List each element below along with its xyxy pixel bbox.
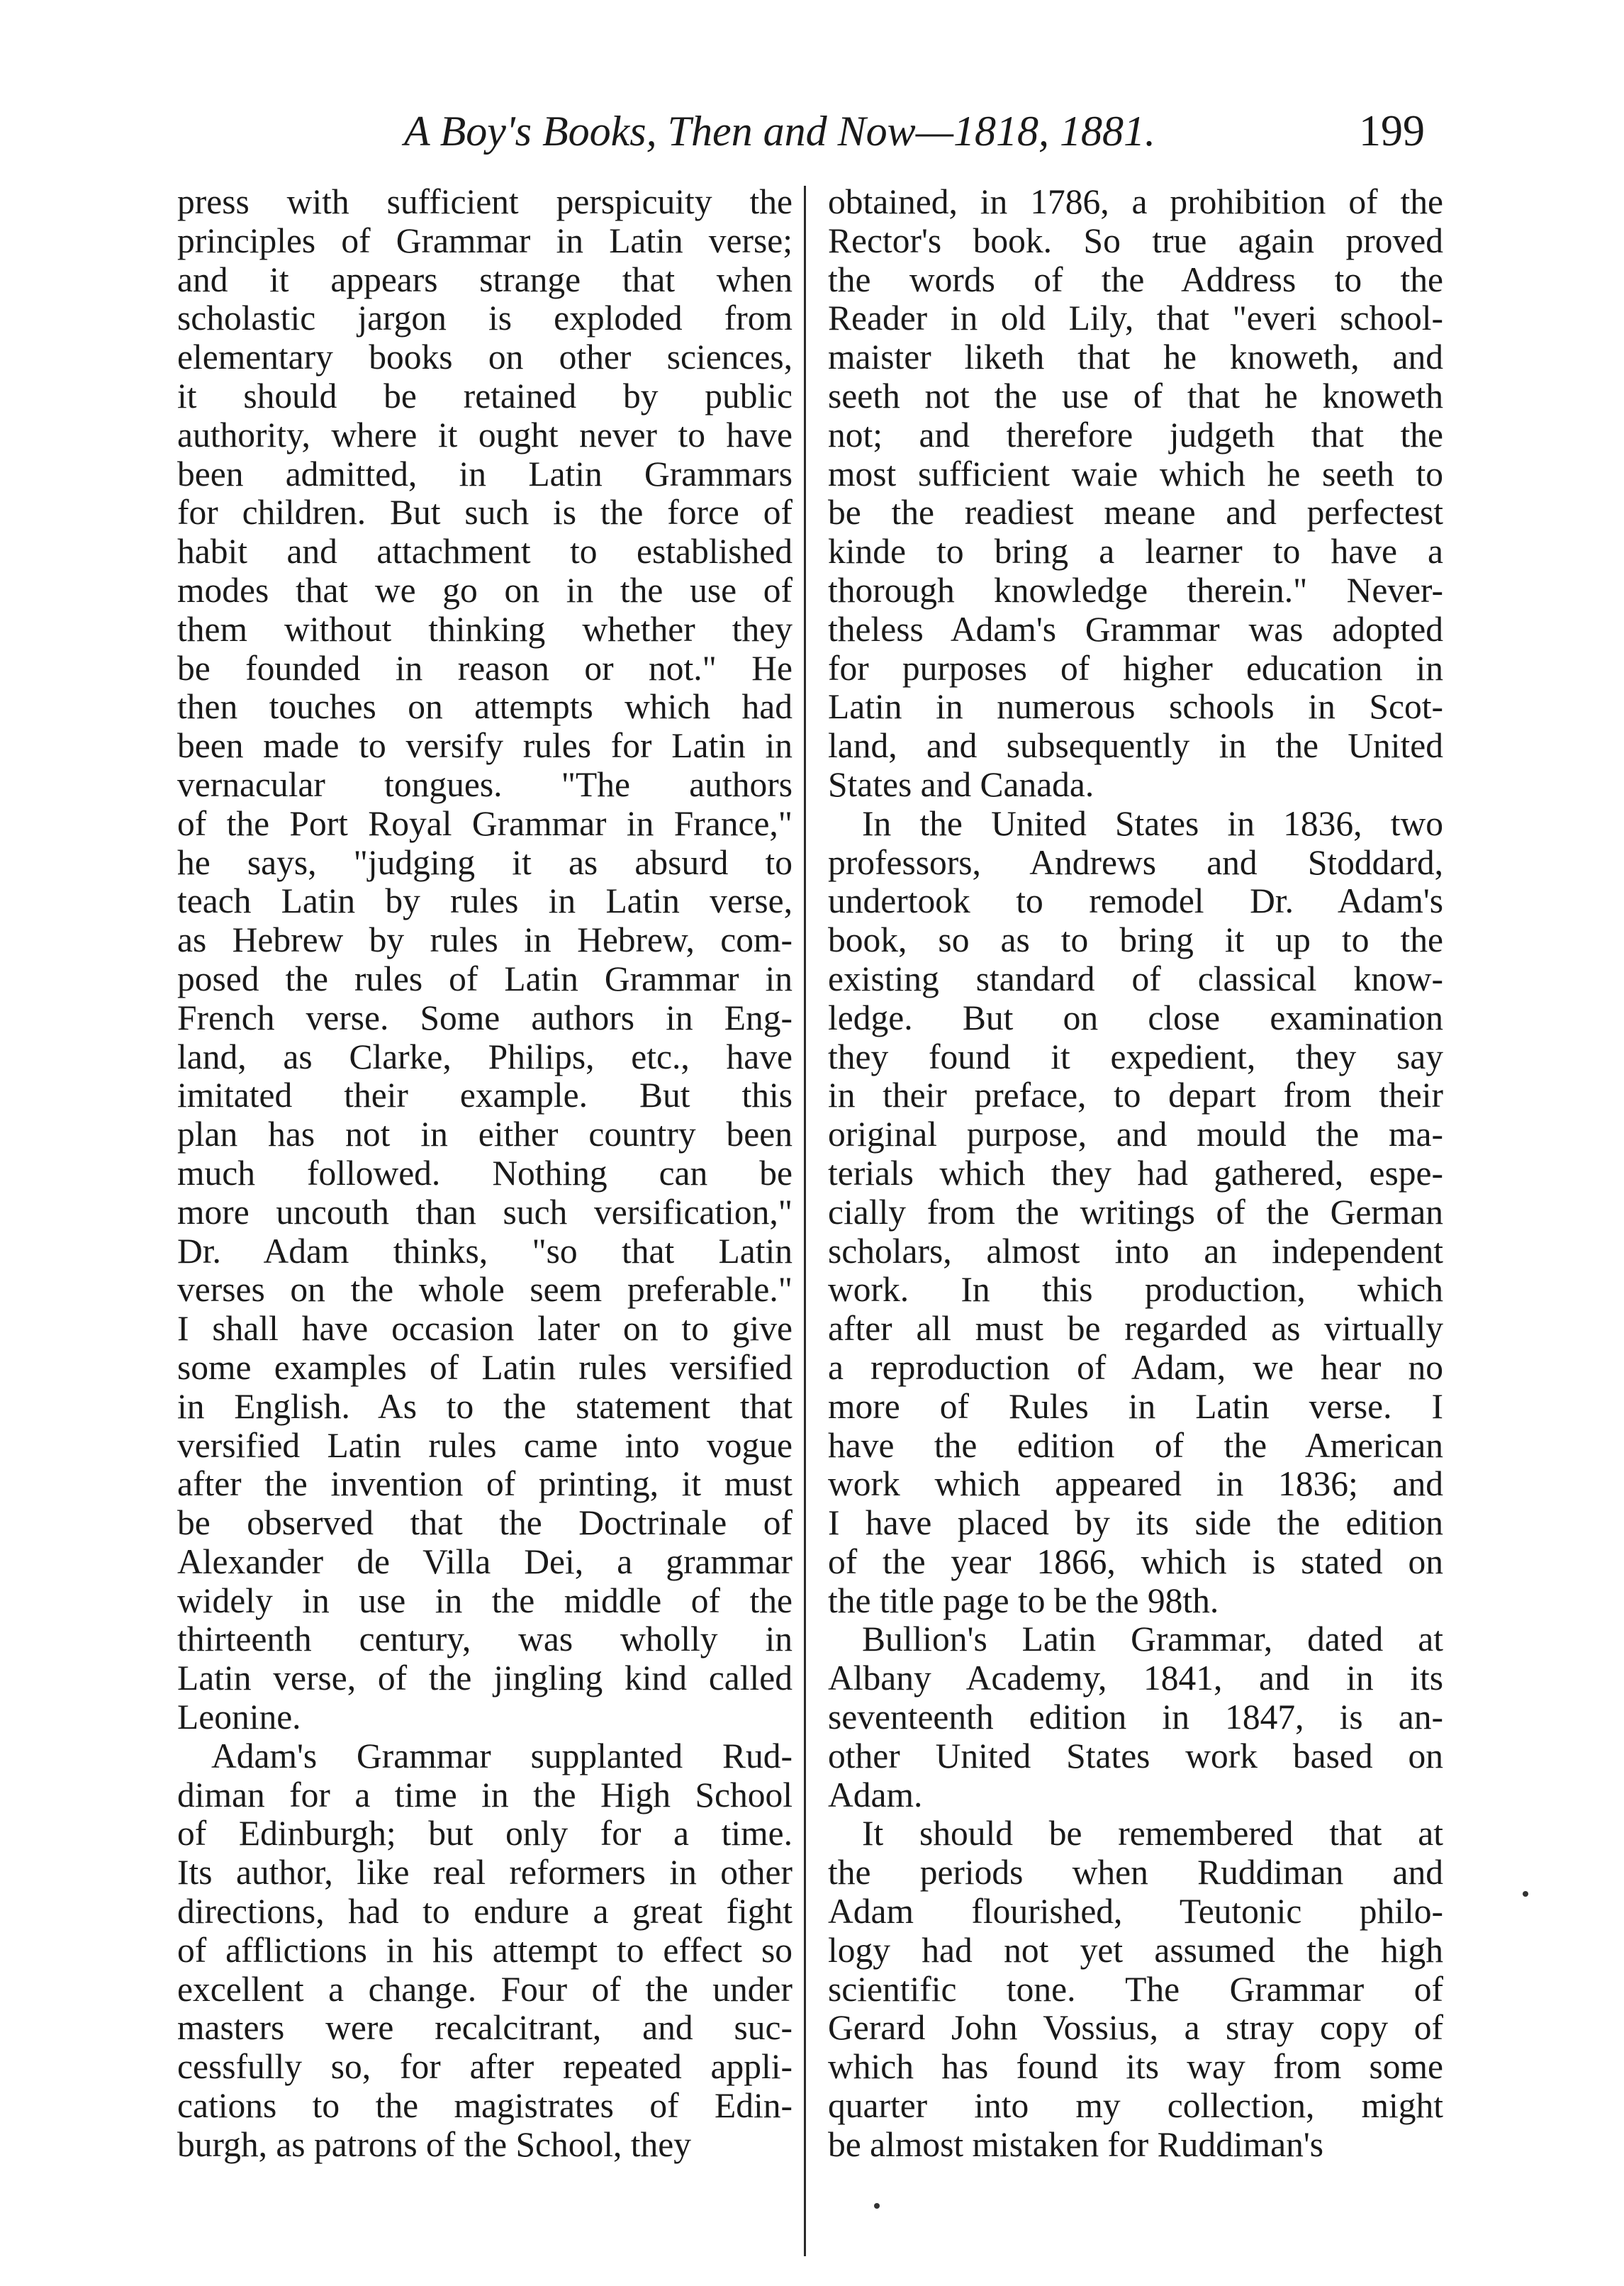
print-speck xyxy=(874,2203,880,2209)
text-line: more of Rules in Latin verse. I xyxy=(828,1386,1443,1426)
text-line: Dr. Adam thinks, "so that Latin xyxy=(177,1231,793,1271)
text-line: Adam. xyxy=(828,1775,923,1814)
text-line: press with sufficient perspicuity the xyxy=(177,182,793,221)
text-line: land, as Clarke, Philips, etc., have xyxy=(177,1037,793,1076)
text-line: vernacular tongues. "The authors xyxy=(177,764,793,804)
text-line: a reproduction of Adam, we hear no xyxy=(828,1347,1443,1387)
text-line: Rector's book. So true again proved xyxy=(828,221,1443,260)
text-line: he says, "judging it as absurd to xyxy=(177,842,793,882)
text-line: been made to versify rules for Latin in xyxy=(177,726,793,766)
print-speck xyxy=(1523,1891,1528,1897)
text-line: logy had not yet assumed the high xyxy=(828,1930,1443,1970)
text-line: be almost mistaken for Ruddiman's xyxy=(828,2124,1324,2164)
text-line: other United States work based on xyxy=(828,1736,1443,1775)
text-line: obtained, in 1786, a prohibition of the xyxy=(828,182,1443,221)
text-line: cessfully so, for after repeated appli- xyxy=(177,2047,793,2087)
text-line: the title page to be the 98th. xyxy=(828,1580,1219,1620)
text-line: diman for a time in the High School xyxy=(177,1775,793,1814)
text-line: teach Latin by rules in Latin verse, xyxy=(177,881,793,921)
text-line: Latin verse, of the jingling kind called xyxy=(177,1658,793,1698)
text-line: Latin in numerous schools in Scot- xyxy=(828,687,1443,727)
text-line: the periods when Ruddiman and xyxy=(828,1853,1443,1892)
right-column xyxy=(828,183,1443,2165)
text-line: scholars, almost into an independent xyxy=(828,1231,1443,1271)
text-line: work which appeared in 1836; and xyxy=(828,1464,1443,1504)
text-line: then touches on attempts which had xyxy=(177,687,793,727)
text-line: scientific tone. The Grammar of xyxy=(828,1969,1443,2009)
text-line: Reader in old Lily, that "everi school- xyxy=(828,299,1443,338)
text-line: of afflictions in his attempt to effect so xyxy=(177,1930,793,1970)
text-line: not; and therefore judgeth that the xyxy=(828,415,1443,455)
text-line: thirteenth century, was wholly in xyxy=(177,1619,793,1659)
text-line: be observed that the Doctrinale of xyxy=(177,1503,793,1543)
text-line: theless Adam's Grammar was adopted xyxy=(828,609,1443,649)
text-line: professors, Andrews and Stoddard, xyxy=(828,842,1443,882)
text-line: widely in use in the middle of the xyxy=(177,1580,793,1620)
text-line: for children. But such is the force of xyxy=(177,493,793,533)
text-line: posed the rules of Latin Grammar in xyxy=(177,959,793,998)
text-line: Adam's Grammar supplanted Rud- xyxy=(211,1736,793,1775)
text-line: excellent a change. Four of the under xyxy=(177,1969,793,2009)
text-line: have the edition of the American xyxy=(828,1425,1443,1465)
text-line: land, and subsequently in the United xyxy=(828,726,1443,766)
text-line: burgh, as patrons of the School, they xyxy=(177,2124,691,2164)
text-line: verses on the whole seem preferable." xyxy=(177,1270,793,1310)
text-line: scholastic jargon is exploded from xyxy=(177,299,793,338)
text-line: seventeenth edition in 1847, is an- xyxy=(828,1697,1443,1737)
text-line: In the United States in 1836, two xyxy=(862,803,1443,843)
text-line: terials which they had gathered, espe- xyxy=(828,1153,1443,1193)
text-line: work. In this production, which xyxy=(828,1270,1443,1310)
text-line: in their preface, to depart from their xyxy=(828,1076,1443,1115)
text-line: Albany Academy, 1841, and in its xyxy=(828,1658,1443,1698)
text-line: cially from the writings of the German xyxy=(828,1192,1443,1232)
text-line: it should be retained by public xyxy=(177,376,793,416)
text-line: original purpose, and mould the ma- xyxy=(828,1115,1443,1154)
text-line: in English. As to the statement that xyxy=(177,1386,793,1426)
text-line: more uncouth than such versification," xyxy=(177,1192,793,1232)
text-line: habit and attachment to established xyxy=(177,532,793,572)
text-line: ledge. But on close examination xyxy=(828,998,1443,1037)
text-line: be the readiest meane and perfectest xyxy=(828,493,1443,533)
running-head xyxy=(163,99,1425,163)
text-line: authority, where it ought never to have xyxy=(177,415,793,455)
text-line: and it appears strange that when xyxy=(177,260,793,299)
text-line: book, so as to bring it up to the xyxy=(828,920,1443,960)
text-line: Leonine. xyxy=(177,1697,301,1737)
text-line: Bullion's Latin Grammar, dated at xyxy=(862,1619,1443,1659)
text-line: principles of Grammar in Latin verse; xyxy=(177,221,793,260)
text-line: kinde to bring a learner to have a xyxy=(828,532,1443,572)
text-line: undertook to remodel Dr. Adam's xyxy=(828,881,1443,921)
text-line: I shall have occasion later on to give xyxy=(177,1309,793,1349)
text-line: which has found its way from some xyxy=(828,2047,1443,2087)
text-line: existing standard of classical know- xyxy=(828,959,1443,998)
text-line: be founded in reason or not." He xyxy=(177,648,793,688)
text-line: some examples of Latin rules versified xyxy=(177,1347,793,1387)
text-line: Adam flourished, Teutonic philo- xyxy=(828,1892,1443,1931)
text-line: of Edinburgh; but only for a time. xyxy=(177,1814,793,1853)
text-line: modes that we go on in the use of xyxy=(177,570,793,610)
text-line: directions, had to endure a great fight xyxy=(177,1892,793,1931)
text-line: Its author, like real reformers in other xyxy=(177,1853,793,1892)
text-line: maister liketh that he knoweth, and xyxy=(828,338,1443,377)
text-line: plan has not in either country been xyxy=(177,1115,793,1154)
text-line: It should be remembered that at xyxy=(862,1814,1443,1853)
text-line: elementary books on other sciences, xyxy=(177,338,793,377)
text-line: French verse. Some authors in Eng- xyxy=(177,998,793,1037)
text-line: I have placed by its side the edition xyxy=(828,1503,1443,1543)
text-line: they found it expedient, they say xyxy=(828,1037,1443,1076)
text-line: most sufficient waie which he seeth to xyxy=(828,454,1443,494)
page-number: 199 xyxy=(1359,107,1425,155)
left-column xyxy=(177,183,793,2165)
text-line: for purposes of higher education in xyxy=(828,648,1443,688)
text-line: masters were recalcitrant, and suc- xyxy=(177,2008,793,2048)
text-line: Alexander de Villa Dei, a grammar xyxy=(177,1541,793,1581)
text-line: States and Canada. xyxy=(828,764,1094,804)
column-rule xyxy=(804,186,806,2256)
text-line: much followed. Nothing can be xyxy=(177,1153,793,1193)
text-line: versified Latin rules came into vogue xyxy=(177,1425,793,1465)
text-line: cations to the magistrates of Edin- xyxy=(177,2086,793,2126)
text-line: Gerard John Vossius, a stray copy of xyxy=(828,2008,1443,2048)
text-line: after all must be regarded as virtually xyxy=(828,1309,1443,1349)
text-line: of the year 1866, which is stated on xyxy=(828,1541,1443,1581)
text-line: as Hebrew by rules in Hebrew, com- xyxy=(177,920,793,960)
text-line: them without thinking whether they xyxy=(177,609,793,649)
text-line: of the Port Royal Grammar in France," xyxy=(177,803,793,843)
text-line: the words of the Address to the xyxy=(828,260,1443,299)
running-title: A Boy's Books, Then and Now—1818, 1881. xyxy=(404,108,1156,155)
text-line: imitated their example. But this xyxy=(177,1076,793,1115)
text-line: thorough knowledge therein." Never- xyxy=(828,570,1443,610)
text-line: after the invention of printing, it must xyxy=(177,1464,793,1504)
text-line: quarter into my collection, might xyxy=(828,2086,1443,2126)
text-line: been admitted, in Latin Grammars xyxy=(177,454,793,494)
text-line: seeth not the use of that he knoweth xyxy=(828,376,1443,416)
